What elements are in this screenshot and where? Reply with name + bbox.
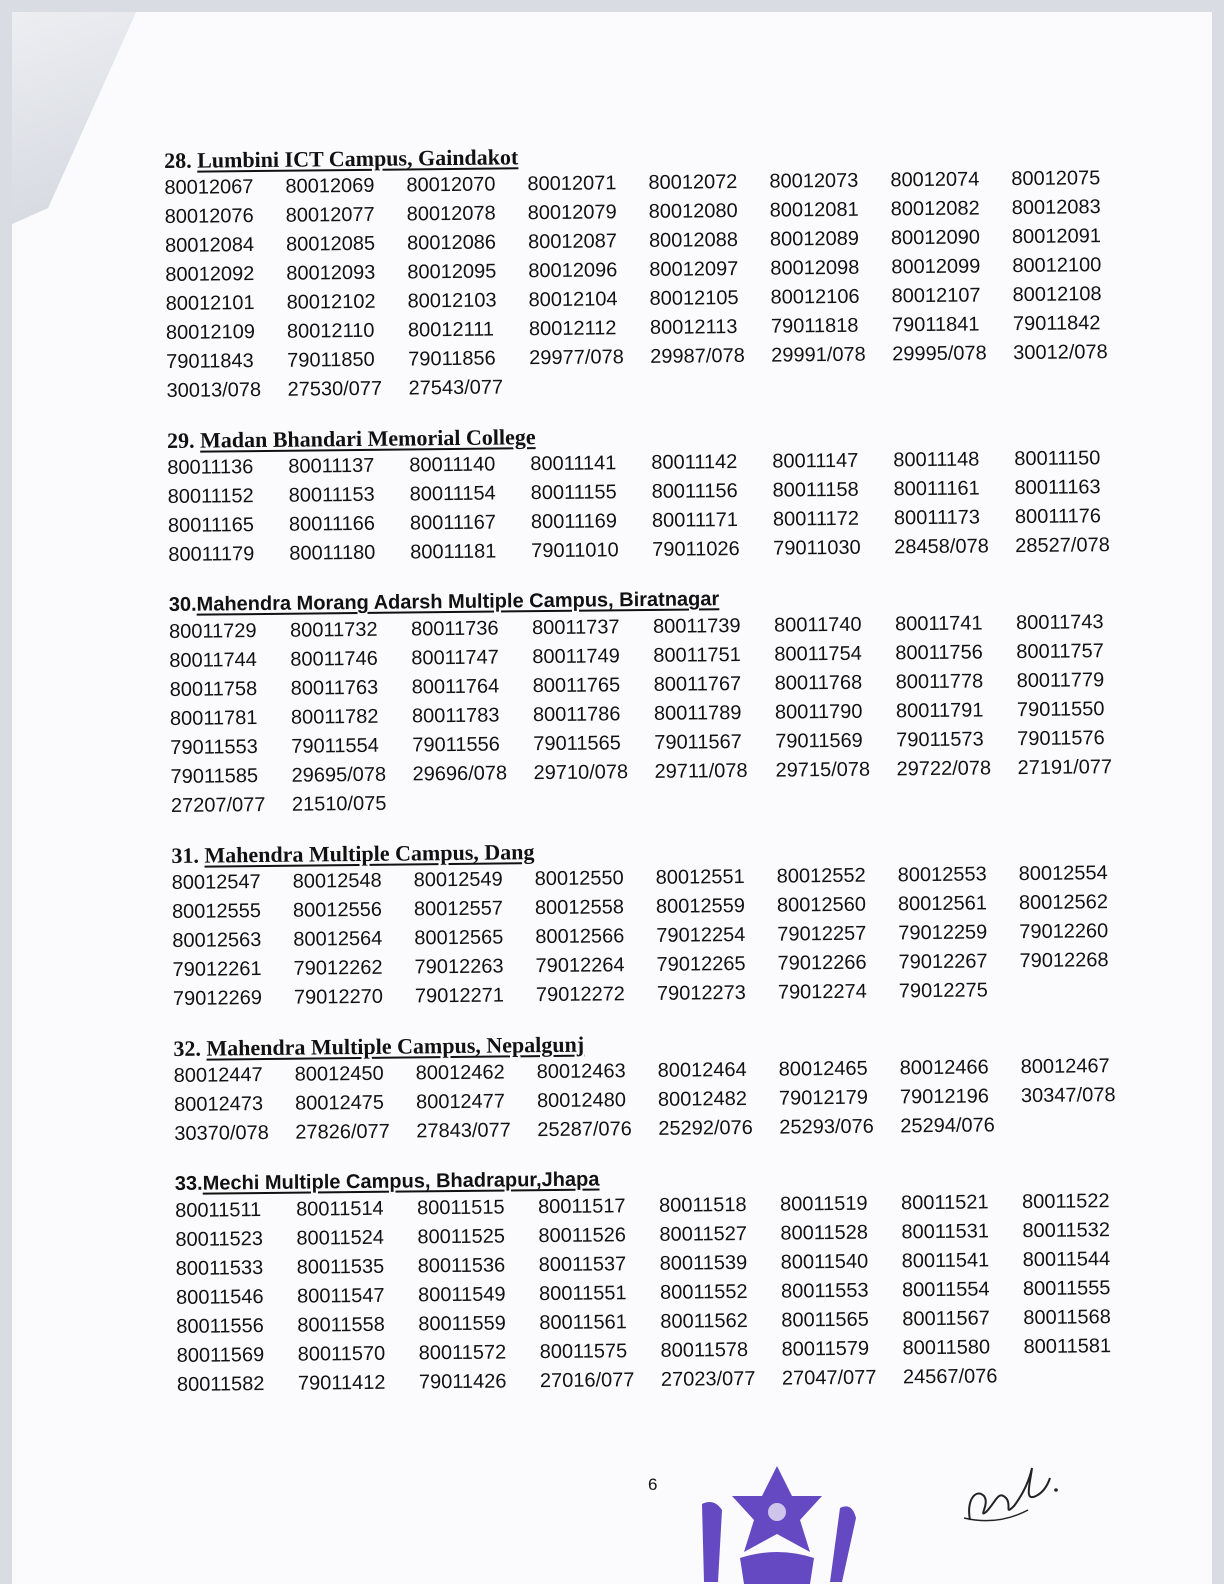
roll-number: 80011758 — [169, 678, 258, 701]
roll-number: 25292/076 — [658, 1116, 753, 1140]
roll-number: 80012075 — [1011, 167, 1101, 191]
roll-number: 80011783 — [411, 704, 500, 728]
section-mahendra-multiple-campus-nepalgunj — [173, 1026, 1144, 1149]
roll-number: 80012560 — [776, 893, 867, 917]
code-grid — [169, 608, 1141, 821]
roll-number: 80011515 — [417, 1196, 505, 1220]
roll-number: 80012099 — [891, 255, 981, 279]
roll-number: 25293/076 — [779, 1115, 874, 1139]
roll-number: 80011521 — [900, 1191, 989, 1215]
roll-number: 27191/077 — [1017, 756, 1113, 780]
roll-number: 80011751 — [653, 643, 741, 667]
roll-number: 80011786 — [532, 703, 621, 727]
roll-number: 80011137 — [288, 454, 375, 478]
roll-number: 27530/077 — [287, 377, 383, 401]
roll-number: 80011561 — [539, 1311, 627, 1335]
roll-number: 80012096 — [528, 259, 618, 283]
roll-number: 28527/078 — [1015, 534, 1110, 558]
roll-number: 80012462 — [415, 1061, 505, 1085]
roll-number: 80012475 — [294, 1091, 385, 1115]
roll-number: 80011743 — [1015, 611, 1104, 635]
roll-number: 79011843 — [166, 350, 254, 373]
roll-number: 29715/078 — [775, 758, 871, 782]
roll-number: 80011565 — [781, 1308, 869, 1332]
official-stamp — [692, 1462, 862, 1584]
roll-number: 80011767 — [653, 672, 742, 696]
roll-number: 80012101 — [165, 292, 255, 315]
roll-number: 80011552 — [659, 1280, 748, 1304]
roll-number: 79012267 — [898, 950, 988, 974]
roll-number: 80011740 — [773, 613, 862, 637]
roll-number: 80011161 — [893, 477, 980, 501]
roll-number: 80011163 — [1014, 476, 1101, 500]
roll-number: 79012269 — [172, 987, 263, 1010]
roll-number: 80011765 — [532, 674, 621, 698]
code-grid — [167, 444, 1138, 570]
roll-number: 80011147 — [772, 449, 859, 473]
code-grid — [175, 1187, 1147, 1400]
roll-number: 29995/078 — [892, 342, 987, 366]
roll-number: 80011546 — [175, 1286, 264, 1309]
roll-number: 79012268 — [1019, 949, 1109, 973]
roll-number: 80012550 — [534, 867, 624, 891]
roll-number: 80012089 — [769, 227, 860, 251]
roll-number: 80012088 — [648, 228, 739, 252]
roll-number: 80012562 — [1018, 891, 1109, 915]
roll-number: 79012264 — [535, 954, 625, 978]
roll-number: 80011169 — [530, 510, 618, 534]
roll-number: 80011136 — [167, 456, 254, 479]
roll-number: 79011553 — [170, 736, 258, 759]
roll-number: 80011180 — [289, 541, 376, 565]
roll-number: 80012091 — [1011, 225, 1102, 249]
roll-number: 80011744 — [169, 649, 257, 672]
roll-number: 80011556 — [176, 1315, 264, 1338]
roll-number: 80011582 — [176, 1373, 265, 1396]
roll-number: 80012097 — [649, 257, 739, 281]
roll-number: 80011782 — [290, 705, 379, 729]
section-title: 32. Mahendra Multiple Campus, Nepalgunj — [173, 1031, 585, 1061]
roll-number: 80011790 — [774, 700, 863, 724]
roll-number: 80011173 — [893, 506, 981, 530]
roll-number: 80012464 — [657, 1058, 747, 1082]
roll-number: 80012566 — [535, 925, 625, 949]
roll-number: 80011148 — [893, 448, 980, 472]
roll-number: 80011562 — [660, 1309, 748, 1333]
roll-number: 80011569 — [176, 1344, 265, 1367]
roll-number: 80012076 — [164, 205, 254, 228]
roll-number: 80012110 — [286, 319, 375, 343]
page-number: 6 — [648, 1475, 658, 1494]
roll-number: 79011556 — [412, 733, 500, 757]
roll-number: 80012100 — [1012, 254, 1102, 278]
roll-number: 80012552 — [776, 864, 866, 888]
roll-number: 80012564 — [293, 927, 383, 951]
roll-number: 80011165 — [167, 514, 255, 537]
roll-number: 80011179 — [168, 543, 255, 566]
roll-number: 80011757 — [1016, 640, 1104, 664]
roll-number: 80011535 — [296, 1255, 385, 1279]
signature — [958, 1460, 1068, 1530]
roll-number: 80012073 — [769, 169, 859, 193]
roll-number: 80012563 — [172, 929, 262, 952]
roll-number: 80011531 — [901, 1220, 990, 1244]
roll-number: 80012467 — [1020, 1055, 1110, 1079]
roll-number: 80012547 — [171, 871, 261, 894]
section-lumbini-ict-campus — [164, 138, 1137, 406]
roll-number: 80012070 — [406, 173, 496, 197]
roll-number: 80012556 — [292, 898, 383, 922]
roll-number: 80011541 — [901, 1249, 990, 1273]
roll-number: 80012466 — [899, 1056, 989, 1080]
roll-number: 79011841 — [891, 313, 980, 337]
roll-number: 80011579 — [781, 1337, 870, 1361]
roll-number: 80011559 — [418, 1312, 506, 1336]
roll-number: 80012095 — [407, 260, 497, 284]
roll-number: 79012263 — [414, 955, 504, 979]
code-grid — [172, 859, 1143, 1014]
roll-number: 80011739 — [652, 614, 741, 638]
roll-number: 80011150 — [1014, 447, 1101, 471]
roll-number: 80011746 — [290, 647, 378, 671]
roll-number: 80012106 — [770, 285, 860, 309]
roll-number: 79011565 — [533, 732, 621, 756]
roll-number: 80011568 — [1023, 1306, 1111, 1330]
roll-number: 80012548 — [292, 869, 382, 893]
roll-number: 29977/078 — [529, 346, 624, 370]
roll-number: 80011511 — [175, 1199, 262, 1222]
roll-number: 80011736 — [410, 617, 499, 641]
roll-number: 80012104 — [528, 288, 618, 312]
roll-number: 80012473 — [173, 1093, 264, 1116]
roll-number: 80011778 — [895, 670, 984, 694]
section-title: 33.Mechi Multiple Campus, Bhadrapur,Jhapa — [174, 1168, 600, 1195]
roll-number: 80012105 — [649, 286, 739, 310]
roll-number: 80011544 — [1022, 1248, 1111, 1272]
roll-number: 79012266 — [777, 951, 867, 975]
roll-number: 80012109 — [165, 321, 256, 344]
roll-number: 30370/078 — [174, 1121, 269, 1145]
roll-number: 80011525 — [417, 1225, 506, 1249]
section-mechi-multiple-campus — [175, 1161, 1147, 1400]
roll-number: 29710/078 — [533, 761, 629, 785]
roll-number: 80012067 — [164, 176, 254, 199]
roll-number: 80011171 — [651, 509, 739, 532]
roll-number: 79012275 — [898, 979, 988, 1003]
roll-number: 80012072 — [648, 170, 738, 194]
section-title: 28. Lumbini ICT Campus, Gaindakot — [164, 144, 519, 173]
roll-number: 80012084 — [164, 234, 255, 257]
roll-number: 80011522 — [1021, 1190, 1110, 1214]
roll-number: 79012270 — [293, 985, 383, 1009]
roll-number: 80012086 — [406, 231, 497, 255]
code-grid — [174, 1052, 1145, 1149]
roll-number: 80011142 — [651, 451, 738, 474]
roll-number: 80011756 — [895, 641, 983, 665]
roll-number: 80012108 — [1012, 283, 1102, 307]
section-title: 29. Madan Bhandari Memorial College — [166, 424, 536, 453]
section-madan-bhandari-memorial-college — [167, 418, 1138, 570]
roll-number: 80012480 — [536, 1089, 627, 1113]
roll-number: 80011763 — [290, 676, 379, 700]
roll-number: 79012260 — [1019, 920, 1109, 944]
roll-number: 80011540 — [780, 1250, 869, 1274]
roll-number: 79012274 — [777, 980, 867, 1004]
roll-number: 79011426 — [418, 1370, 507, 1394]
roll-number: 80012565 — [414, 926, 504, 950]
roll-number: 80011554 — [901, 1278, 990, 1302]
roll-number: 28458/078 — [894, 535, 989, 559]
roll-number: 80012557 — [413, 897, 504, 921]
roll-number: 80012071 — [527, 172, 617, 196]
roll-number: 80012087 — [527, 230, 618, 254]
roll-number: 79011030 — [773, 536, 861, 560]
roll-number: 80011172 — [772, 507, 860, 531]
roll-number: 80011528 — [780, 1221, 869, 1245]
roll-number: 79012271 — [414, 984, 504, 1008]
roll-number: 79012272 — [535, 983, 625, 1007]
roll-number: 80012078 — [406, 202, 496, 226]
roll-number: 79011856 — [408, 347, 496, 371]
roll-number: 80011549 — [417, 1283, 506, 1307]
roll-number: 80012450 — [294, 1062, 384, 1086]
roll-number: 80011152 — [167, 485, 254, 508]
roll-number: 30013/078 — [166, 378, 262, 402]
roll-number: 79011026 — [652, 537, 740, 561]
roll-number: 79011412 — [297, 1371, 386, 1395]
roll-number: 80011539 — [659, 1251, 748, 1275]
roll-number: 80012561 — [897, 892, 988, 916]
roll-number: 80011158 — [772, 478, 859, 502]
roll-number: 80011519 — [779, 1192, 868, 1216]
roll-number: 79011010 — [531, 539, 619, 563]
roll-number: 25287/076 — [537, 1118, 632, 1142]
roll-number: 80011153 — [288, 483, 375, 507]
roll-number: 80012079 — [527, 201, 617, 225]
roll-number: 80011517 — [537, 1195, 626, 1219]
roll-number: 80011156 — [651, 480, 738, 503]
roll-number: 79011576 — [1017, 727, 1105, 751]
roll-number: 29711/078 — [654, 759, 748, 783]
results-list — [164, 138, 1147, 1422]
roll-number: 80012074 — [890, 168, 980, 192]
roll-number: 30012/078 — [1013, 341, 1108, 365]
roll-number: 29991/078 — [771, 343, 866, 367]
roll-number: 80011747 — [411, 646, 499, 670]
roll-number: 80011581 — [1023, 1335, 1112, 1359]
roll-number: 80011567 — [902, 1307, 990, 1331]
roll-number: 80012477 — [415, 1090, 506, 1114]
roll-number: 80011547 — [296, 1284, 385, 1308]
roll-number: 80012113 — [649, 316, 738, 339]
roll-number: 79012259 — [898, 921, 988, 945]
roll-number: 80011518 — [658, 1193, 747, 1217]
roll-number: 79012265 — [656, 952, 746, 976]
roll-number: 80011764 — [411, 675, 500, 699]
roll-number: 80012090 — [890, 226, 981, 250]
section-mahendra-morang-adarsh-campus — [169, 582, 1141, 821]
roll-number: 80011553 — [780, 1279, 869, 1303]
roll-number: 80012463 — [536, 1060, 626, 1084]
roll-number: 80011558 — [297, 1313, 385, 1337]
roll-number: 27843/077 — [416, 1119, 511, 1143]
roll-number: 80012465 — [778, 1057, 868, 1081]
roll-number: 79011850 — [287, 348, 375, 372]
roll-number: 80012092 — [165, 263, 255, 286]
roll-number: 80012082 — [890, 197, 980, 221]
roll-number: 80011526 — [538, 1224, 627, 1248]
roll-number: 79012196 — [899, 1085, 990, 1109]
code-grid — [164, 164, 1136, 406]
roll-number: 80012559 — [655, 894, 746, 918]
roll-number: 29695/078 — [291, 763, 387, 787]
roll-number: 80012069 — [285, 174, 375, 198]
roll-number: 80011533 — [175, 1257, 264, 1280]
section-title: 30.Mahendra Morang Adarsh Multiple Campus, Biratnagar — [168, 588, 720, 616]
roll-number: 80011176 — [1014, 505, 1102, 529]
roll-number: 80011729 — [168, 620, 257, 643]
roll-number: 80012549 — [413, 868, 503, 892]
roll-number: 79011550 — [1016, 698, 1105, 722]
roll-number: 80011781 — [169, 707, 258, 730]
roll-number: 79011842 — [1012, 312, 1101, 336]
section-title: 31. Mahendra Multiple Campus, Dang — [171, 839, 535, 868]
roll-number: 79011569 — [775, 729, 863, 753]
roll-number: 79011567 — [654, 730, 742, 754]
roll-number: 79012179 — [778, 1086, 869, 1110]
roll-number: 27023/077 — [660, 1367, 756, 1391]
roll-number: 79012262 — [293, 956, 383, 980]
roll-number: 80011141 — [530, 452, 617, 476]
roll-number: 27016/077 — [539, 1369, 635, 1393]
roll-number: 80012447 — [173, 1064, 263, 1087]
roll-number: 80012482 — [657, 1087, 748, 1111]
roll-number: 80011524 — [296, 1226, 385, 1250]
roll-number: 80012083 — [1011, 196, 1101, 220]
roll-number: 80011514 — [296, 1197, 384, 1221]
roll-number: 27207/077 — [170, 793, 266, 817]
roll-number: 79012254 — [656, 923, 746, 947]
roll-number: 29696/078 — [412, 762, 508, 786]
roll-number: 80012553 — [897, 863, 987, 887]
roll-number: 80012103 — [407, 289, 497, 313]
roll-number: 80012107 — [891, 284, 981, 308]
roll-number: 79011554 — [291, 734, 379, 758]
roll-number: 25294/076 — [900, 1114, 995, 1138]
roll-number: 80011155 — [530, 481, 617, 505]
roll-number: 80011732 — [289, 618, 378, 642]
roll-number: 80012077 — [285, 203, 375, 227]
roll-number: 80011570 — [297, 1342, 386, 1366]
roll-number: 80012085 — [285, 232, 376, 256]
roll-number: 80011527 — [659, 1222, 748, 1246]
roll-number: 80011578 — [660, 1338, 749, 1362]
roll-number: 80012081 — [769, 198, 859, 222]
roll-number: 21510/075 — [291, 792, 387, 816]
roll-number: 80011181 — [410, 540, 497, 564]
roll-number: 80011779 — [1016, 669, 1105, 693]
roll-number: 29722/078 — [896, 757, 992, 781]
roll-number: 80011537 — [538, 1253, 627, 1277]
roll-number: 80012554 — [1018, 862, 1108, 886]
roll-number: 80012098 — [770, 256, 860, 280]
roll-number: 80012551 — [655, 865, 745, 889]
roll-number: 80011555 — [1022, 1277, 1111, 1301]
roll-number: 79012261 — [172, 958, 262, 981]
roll-number: 80011754 — [774, 642, 862, 666]
roll-number: 79012257 — [777, 922, 867, 946]
roll-number: 80012112 — [528, 317, 617, 341]
roll-number: 80011789 — [653, 701, 742, 725]
roll-number: 27543/077 — [408, 376, 504, 400]
roll-number: 80011532 — [1022, 1219, 1110, 1243]
roll-number: 80012080 — [648, 199, 738, 223]
roll-number: 80012558 — [534, 896, 625, 920]
roll-number: 80012555 — [171, 900, 262, 923]
roll-number: 80011749 — [532, 645, 620, 669]
roll-number: 80011551 — [538, 1282, 627, 1306]
roll-number: 80011572 — [418, 1341, 507, 1365]
section-mahendra-multiple-campus-dang — [171, 833, 1143, 1014]
roll-number: 79012273 — [656, 981, 746, 1005]
roll-number: 24567/076 — [902, 1365, 998, 1389]
roll-number: 80012111 — [407, 318, 495, 342]
roll-number: 27047/077 — [781, 1366, 877, 1390]
roll-number: 80011140 — [409, 453, 496, 477]
roll-number: 79011573 — [896, 728, 984, 752]
roll-number: 80011580 — [902, 1336, 991, 1360]
roll-number: 80011737 — [531, 616, 620, 640]
roll-number: 80011167 — [409, 511, 497, 535]
roll-number: 80011791 — [895, 699, 984, 723]
roll-number: 80012093 — [286, 261, 376, 285]
roll-number: 80011575 — [539, 1340, 628, 1364]
roll-number: 80012102 — [286, 290, 376, 314]
roll-number: 79011818 — [770, 314, 859, 338]
roll-number: 29987/078 — [650, 344, 745, 368]
roll-number: 80011741 — [894, 612, 983, 636]
roll-number: 80011523 — [175, 1228, 264, 1251]
roll-number: 30347/078 — [1020, 1084, 1116, 1108]
roll-number: 80011166 — [288, 512, 376, 536]
roll-number: 80011154 — [409, 482, 496, 506]
roll-number: 79011585 — [170, 765, 259, 788]
roll-number: 27826/077 — [295, 1120, 390, 1144]
roll-number: 80011536 — [417, 1254, 506, 1278]
roll-number: 80011768 — [774, 671, 863, 695]
